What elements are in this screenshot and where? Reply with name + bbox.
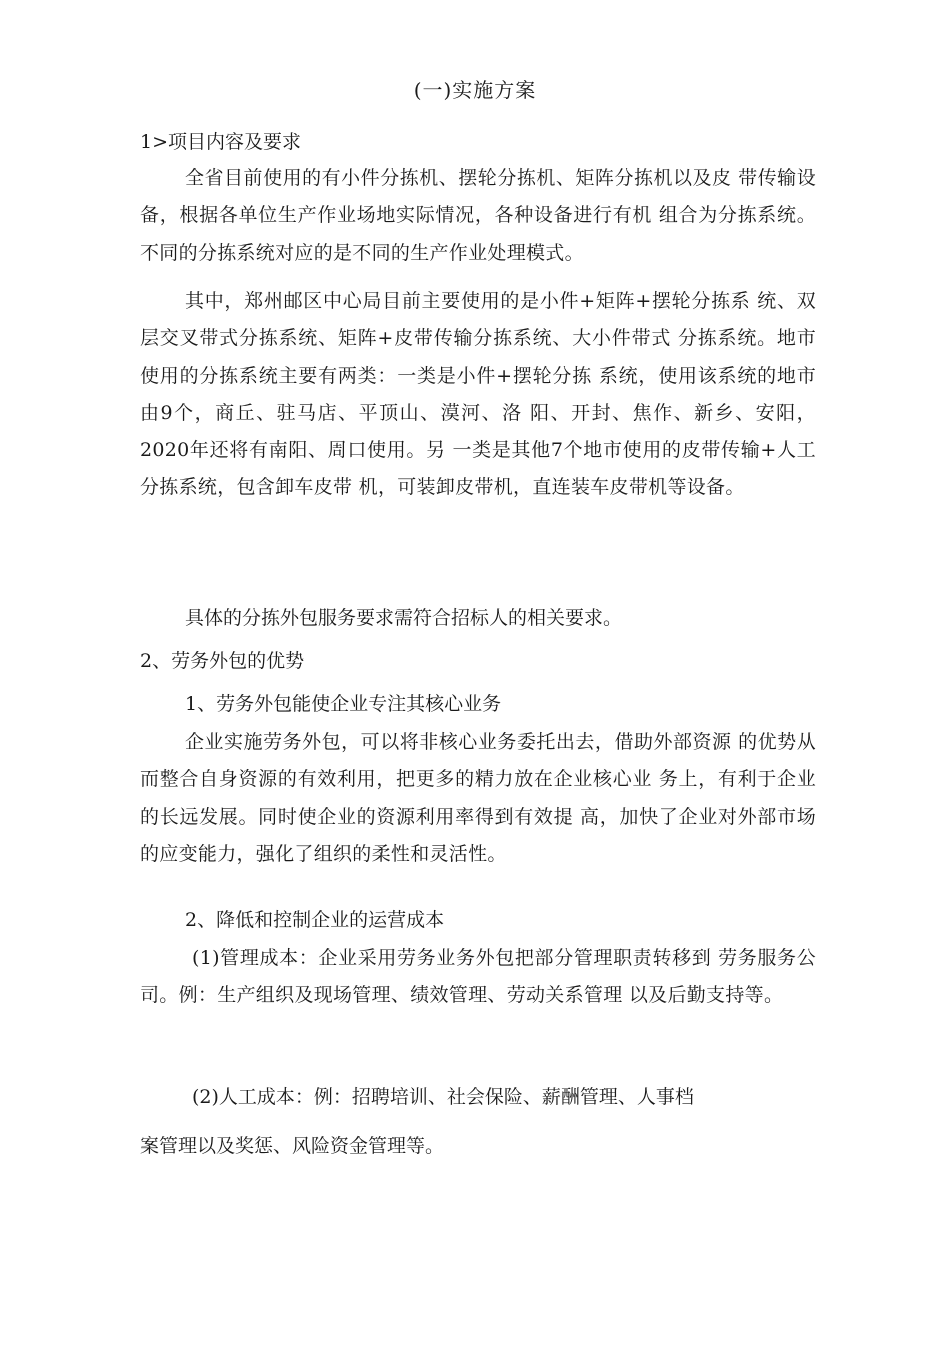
heading-project-content: 1>项目内容及要求: [140, 131, 302, 153]
paragraph-equipment: 全省目前使用的有小件分拣机、摆轮分拣机、矩阵分拣机以及皮 带传输设备，根据各单位生产作业场地实际情况，各种设备进行有机 组合为分拣系统。不同的分拣系统对应的是不同的生产作业处理模式。: [140, 167, 816, 264]
paragraph-requirements: 具体的分拣外包服务要求需符合招标人的相关要求。: [185, 607, 623, 629]
paragraph-core-business: 企业实施劳务外包，可以将非核心业务委托出去，借助外部资源 的优势从而整合自身资源的有效利用，把更多的精力放在企业核心业 务上，有利于企业的长远发展。同时使企业的资源利用率得到有效提 高，加快了企业对外部市场的应变能力，强化了组织的柔性和灵活性。: [140, 731, 816, 865]
subheading-core-business: 1、劳务外包能使企业专注其核心业务: [185, 693, 502, 715]
paragraph-management-cost: (1)管理成本：企业采用劳务业务外包把部分管理职责转移到 劳务服务公司。例：生产组织及现场管理、绩效管理、劳动关系管理 以及后勤支持等。: [140, 947, 816, 1007]
paragraph-sorting-systems: 其中，郑州邮区中心局目前主要使用的是小件+矩阵+摆轮分拣系 统、双层交叉带式分拣系统、矩阵+皮带传输分拣系统、大小件带式 分拣系统。地市使用的分拣系统主要有两类：一类是小件+摆轮分拣 系统，使用该系统的地市由9个，商丘、驻马店、平顶山、漠河、洛 阳、开封、焦作、新乡、安阳，2020年还将有南阳、周口使用。另 一类是其他7个地市使用的皮带传输+人工分拣系统，包含卸车皮带 机，可装卸皮带机，直连装车皮带机等设备。: [140, 290, 816, 499]
paragraph-labor-cost-line1: (2)人工成本：例：招聘培训、社会保险、薪酬管理、人事档: [192, 1086, 694, 1108]
paragraph-labor-cost-line2: 案管理以及奖惩、风险资金管理等。: [140, 1135, 445, 1157]
subheading-reduce-costs: 2、降低和控制企业的运营成本: [185, 909, 445, 931]
section-title: (一)实施方案: [413, 78, 537, 102]
heading-outsourcing-advantages: 2、劳务外包的优势: [140, 650, 305, 672]
